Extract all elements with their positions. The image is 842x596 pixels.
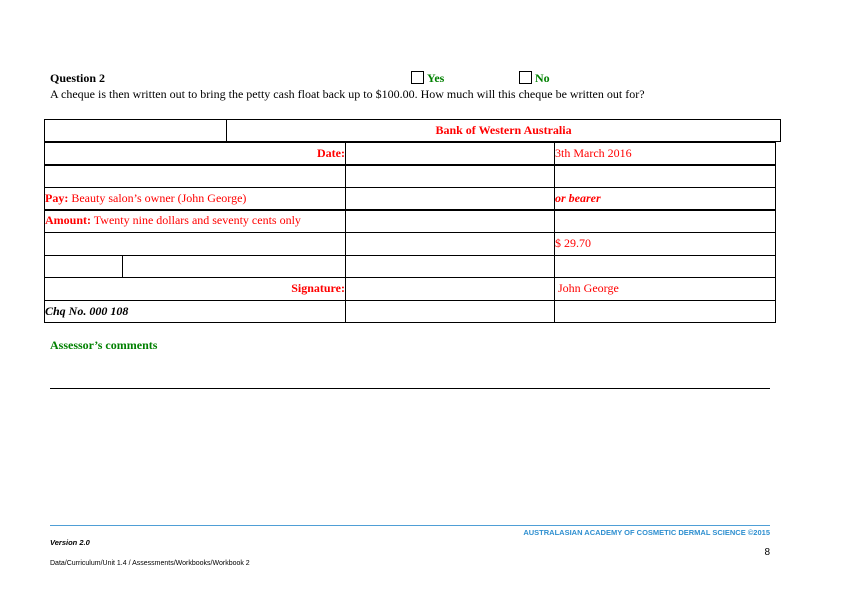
- amount-figure: $ 29.70: [554, 232, 776, 256]
- cheque-cell-empty: [44, 255, 123, 278]
- cheque-cell-empty: [345, 277, 555, 301]
- yes-label: Yes: [427, 71, 445, 85]
- cheque-cell-empty: [345, 165, 555, 188]
- bearer-text: or bearer: [554, 187, 776, 210]
- amount-value: Twenty nine dollars and seventy cents only: [91, 213, 301, 227]
- cheque-cell-empty: [554, 300, 776, 323]
- cheque-cell-empty: [554, 255, 776, 278]
- amount-label: Amount:: [45, 213, 92, 227]
- footer-organization: AUSTRALASIAN ACADEMY OF COSMETIC DERMAL SCIENCE ©2015: [523, 528, 770, 537]
- question-text: A cheque is then written out to bring the petty cash float back up to $100.00. How much will this cheque be written out for?: [50, 87, 645, 101]
- pay-cell: [44, 187, 346, 210]
- cheque-cell-empty: [345, 187, 555, 210]
- amount-cell: [44, 210, 346, 233]
- pay-label: Pay:: [45, 191, 69, 205]
- cheque-cell-empty: [44, 165, 346, 188]
- signature-label: Signature:: [44, 277, 346, 301]
- footer-version: Version 2.0: [50, 538, 90, 547]
- date-label: Date:: [44, 142, 346, 165]
- bank-name: Bank of Western Australia: [226, 119, 781, 142]
- cheque-cell-empty: [345, 255, 555, 278]
- assessor-comment-line[interactable]: [50, 388, 770, 389]
- no-label: No: [535, 71, 550, 85]
- cheque-cell-empty: [44, 119, 227, 142]
- yes-checkbox[interactable]: [411, 71, 424, 84]
- cheque-cell-empty: [122, 255, 346, 278]
- no-checkbox[interactable]: [519, 71, 532, 84]
- pay-value: Beauty salon’s owner (John George): [68, 191, 247, 205]
- cheque-cell-empty: [554, 210, 776, 233]
- footer-divider: [50, 525, 770, 526]
- date-spacer-cell: [345, 142, 555, 165]
- cheque-cell-empty: [345, 300, 555, 323]
- page-number: 8: [764, 547, 770, 558]
- question-title: Question 2: [50, 71, 106, 85]
- cheque-cell-empty: [345, 210, 555, 233]
- footer-path: Data/Curriculum/Unit 1.4 / Assessments/Workbooks/Workbook 2: [50, 560, 250, 567]
- cheque-cell-empty: [345, 232, 555, 256]
- cheque-cell-empty: [44, 232, 346, 256]
- assessor-comments-heading: Assessor’s comments: [50, 338, 158, 352]
- date-value: 3th March 2016: [554, 142, 776, 165]
- signature-value: John George: [554, 277, 776, 301]
- cheque-cell-empty: [554, 165, 776, 188]
- cheque-number: Chq No. 000 108: [44, 300, 346, 323]
